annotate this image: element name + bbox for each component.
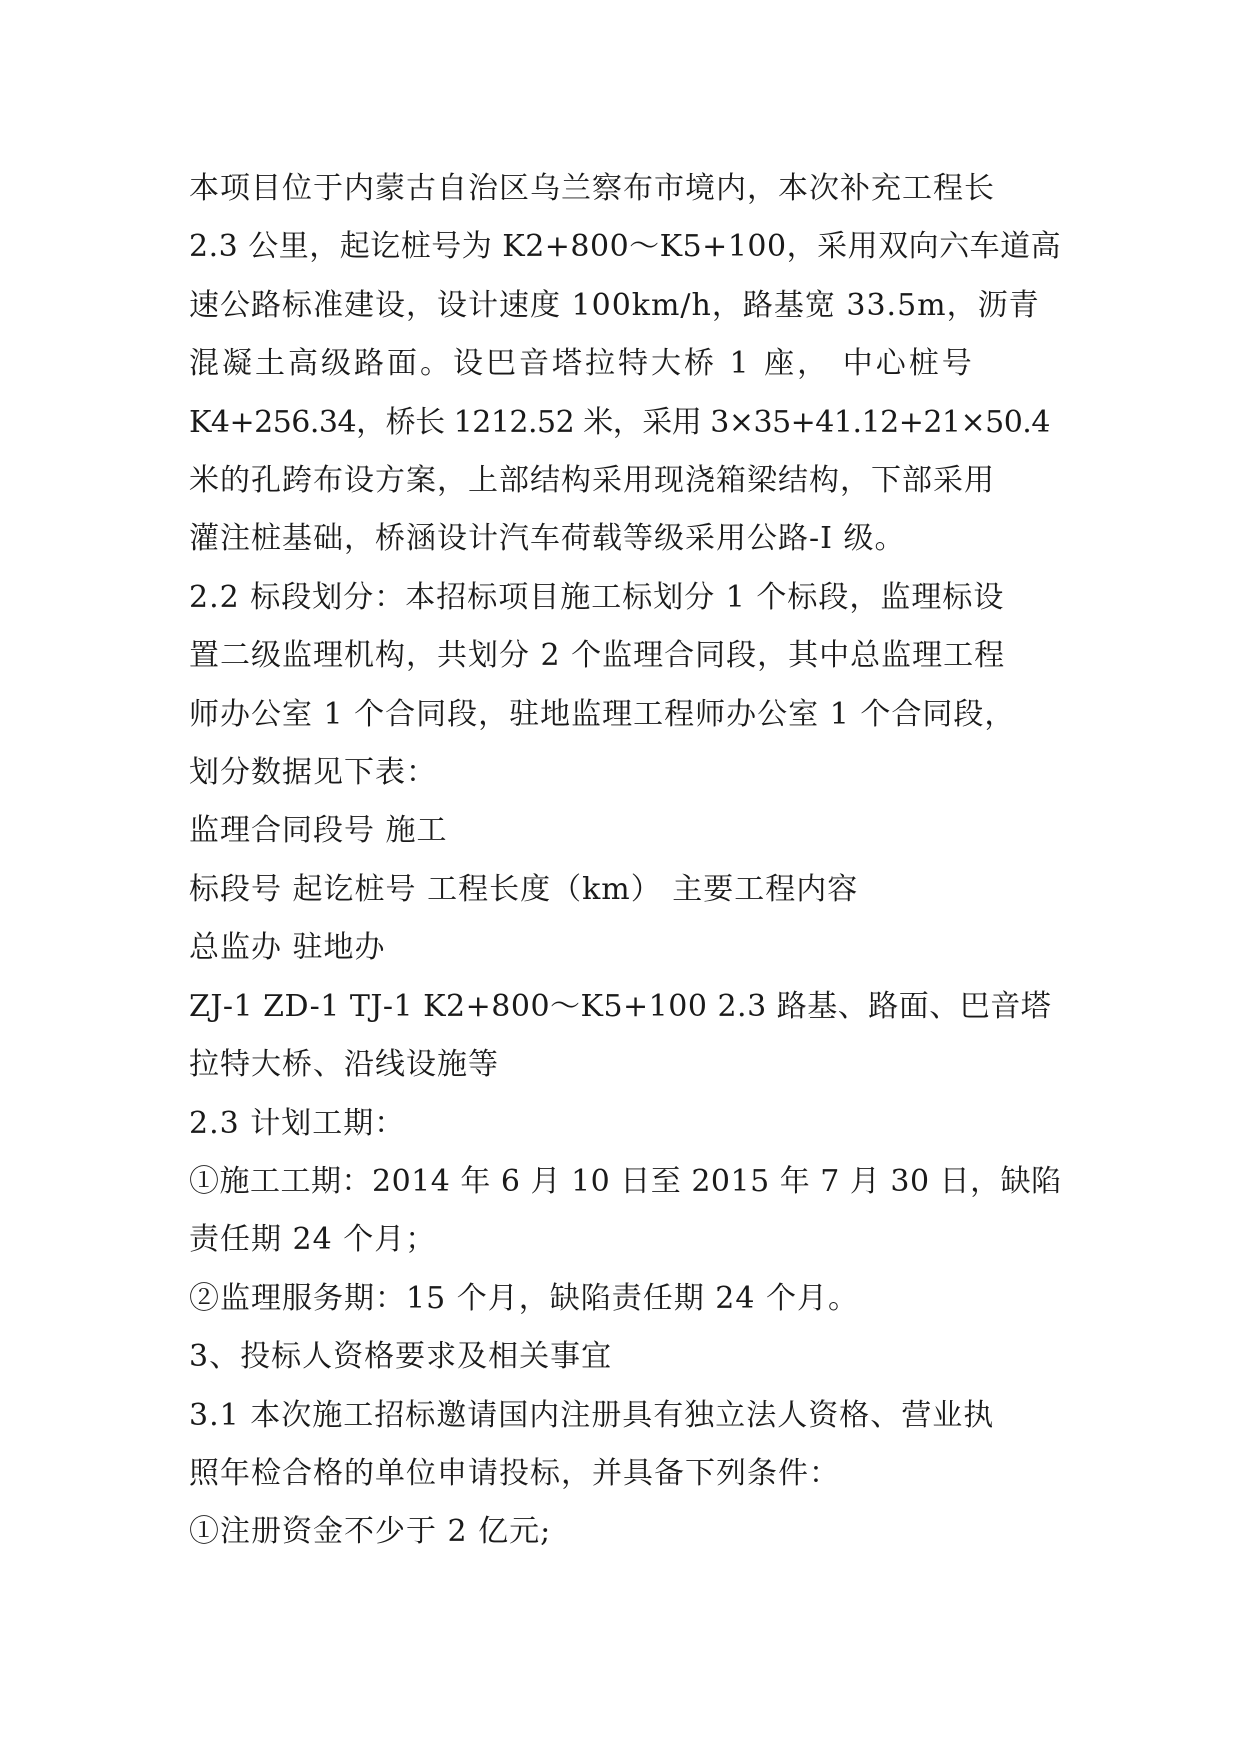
paragraph-line: K4+256.34，桥长 1212.52 米，采用 3×35+41.12+21×50.4: [189, 404, 1050, 440]
table-row-line: 拉特大桥、沿线设施等: [189, 1047, 499, 1083]
paragraph-line: 3.1 本次施工招标邀请国内注册具有独立法人资格、营业执: [189, 1397, 995, 1433]
list-item-line: ①注册资金不少于 2 亿元;: [189, 1514, 552, 1550]
list-item-line: ②监理服务期：15 个月，缺陷责任期 24 个月。: [189, 1280, 859, 1316]
list-item-line: 责任期 24 个月；: [189, 1222, 437, 1258]
paragraph-line: 本项目位于内蒙古自治区乌兰察布市境内，本次补充工程长: [189, 171, 995, 206]
table-row-line: ZJ-1 ZD-1 TJ-1 K2+800～K5+100 2.3 路基、路面、巴音塔: [189, 988, 1052, 1024]
paragraph-line: 速公路标准建设，设计速度 100km/h，路基宽 33.5m，沥青: [189, 287, 1040, 323]
section-heading-line: 3、投标人资格要求及相关事宜: [189, 1339, 613, 1375]
section-line: 2.3 计划工期：: [189, 1105, 406, 1141]
paragraph-line: 照年检合格的单位申请投标，并具备下列条件：: [189, 1455, 840, 1491]
table-header-line: 监理合同段号 施工: [189, 813, 448, 849]
paragraph-line: 混凝土高级路面。设巴音塔拉特大桥 1 座， 中心桩号: [189, 346, 975, 382]
document-body: [189, 160, 1069, 1562]
list-item-line: ①施工工期：2014 年 6 月 10 日至 2015 年 7 月 30 日，缺陷: [189, 1163, 1062, 1199]
paragraph-line: 灌注桩基础，桥涵设计汽车荷载等级采用公路-I 级。: [189, 521, 906, 557]
paragraph-line: 米的孔跨布设方案，上部结构采用现浇箱梁结构，下部采用: [189, 463, 995, 499]
table-header-line: 总监办 驻地办: [189, 930, 386, 966]
paragraph-line: 师办公室 1 个合同段，驻地监理工程师办公室 1 个合同段，: [189, 696, 1016, 732]
table-header-line: 标段号 起讫桩号 工程长度（km） 主要工程内容: [189, 871, 859, 907]
paragraph-line: 划分数据见下表：: [189, 755, 437, 791]
section-line: 2.2 标段划分：本招标项目施工标划分 1 个标段，监理标设: [189, 579, 1005, 615]
paragraph-line: 置二级监理机构，共划分 2 个监理合同段，其中总监理工程: [189, 638, 1006, 674]
paragraph-line: 2.3 公里，起讫桩号为 K2+800～K5+100，采用双向六车道高: [189, 229, 1062, 265]
